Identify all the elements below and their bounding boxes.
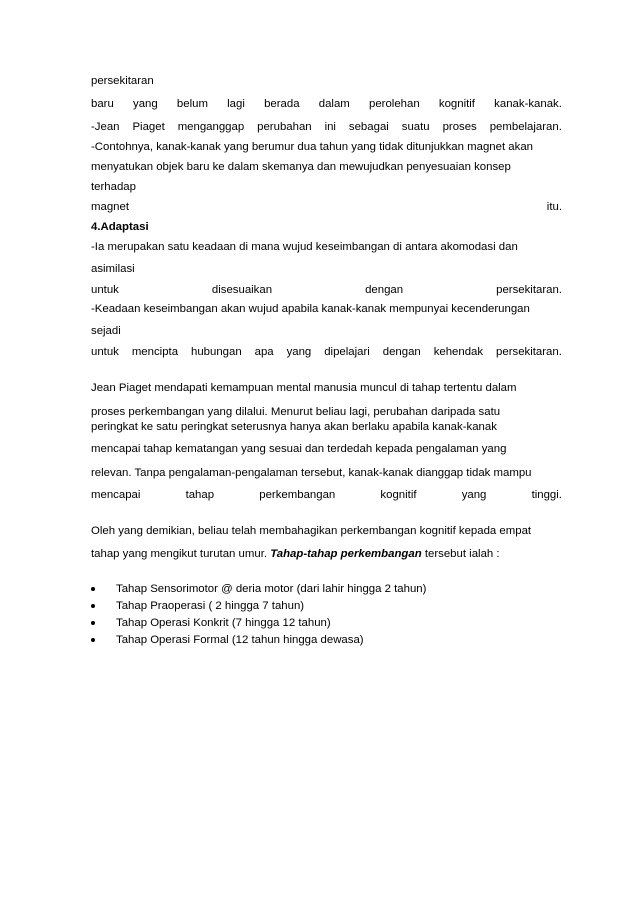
word: kognitif [438,98,475,110]
word: suatu [401,121,430,133]
text-line: -Contohnya, kanak-kanak yang berumur dua tahun yang tidak ditunjukkan magnet akan [91,141,533,153]
word: baru [91,98,114,110]
word: apa [254,346,274,358]
word: disesuaikan [211,284,273,296]
text-run: tahap yang mengikut turutan umur. [91,548,271,560]
word: sebagai [348,121,389,133]
text-line: relevan. Tanpa pengalaman-pengalaman tersebut, kanak-kanak dianggap tidak mampu [91,467,532,479]
word: untuk [91,284,119,296]
bullet-icon [91,621,95,625]
word: kognitif [380,489,417,501]
text-line: proses perkembangan yang dilalui. Menurut beliau lagi, perubahan daripada satu [91,406,501,418]
word: yang [286,346,312,358]
text-line: menyatukan objek baru ke dalam skemanya dan mewujudkan penyesuaian konsep [91,161,511,173]
word: pembelajaran. [489,121,562,133]
list-item-text: Tahap Praoperasi ( 2 hingga 7 tahun) [116,600,305,612]
list-item-text: Tahap Sensorimotor @ deria motor (dari lahir hingga 2 tahun) [116,583,427,595]
text-run: tersebut ialah : [421,548,500,560]
text-line: -Ia merupakan satu keadaan di mana wujud keseimbangan di antara akomodasi dan [91,241,518,253]
justified-line [91,120,562,134]
justified-line [91,283,562,297]
word: kanak-kanak. [494,98,562,110]
word: itu. [546,201,562,213]
text-line-with-emphasis [91,547,562,561]
stages-list [91,582,562,650]
word: yang [461,489,487,501]
list-item [91,633,562,650]
word: persekitaran. [496,284,562,296]
word: perubahan [257,121,312,133]
list-item-text: Tahap Operasi Formal (12 tahun hingga dewasa) [116,634,364,646]
word: lagi [227,98,245,110]
word: dipelajari [324,346,370,358]
word: perolehan [369,98,420,110]
text-line: mencapai tahap kematangan yang sesuai dan terdedah kepada pengalaman yang [91,443,507,455]
word: untuk [91,346,119,358]
word: mencapai [91,489,141,501]
word: persekitaran. [496,346,562,358]
text-line: sejadi [91,325,121,337]
list-item [91,599,562,616]
text-line: persekitaran [91,75,154,87]
bullet-icon [91,638,95,642]
word: yang [133,98,158,110]
word: kehendak [433,346,484,358]
word: ini [324,121,336,133]
word: tahap [185,489,215,501]
section-heading: 4.Adaptasi [91,221,149,233]
word: magnet [91,201,129,213]
justified-line [91,200,562,214]
word: dalam [318,98,350,110]
text-line: Jean Piaget mendapati kemampuan mental manusia muncul di tahap tertentu dalam [91,382,517,394]
emphasis-text: Tahap-tahap perkembangan [270,548,422,560]
word: berada [264,98,300,110]
word: menganggap [177,121,245,133]
word: perkembangan [259,489,336,501]
text-line: peringkat ke satu peringkat seterusnya hanya akan berlaku apabila kanak-kanak [91,421,497,433]
word: hubungan [190,346,242,358]
word: proses [442,121,477,133]
justified-line [91,345,562,359]
list-item [91,616,562,633]
text-line: asimilasi [91,263,135,275]
list-item-text: Tahap Operasi Konkrit (7 hingga 12 tahun) [116,617,331,629]
word: dengan [382,346,421,358]
word: Piaget [132,121,165,133]
word: dengan [365,284,404,296]
bullet-icon [91,604,95,608]
text-line: terhadap [91,181,136,193]
text-line: -Keadaan keseimbangan akan wujud apabila kanak-kanak mempunyai kecenderungan [91,303,530,315]
word: belum [176,98,208,110]
justified-line [91,488,562,502]
word: tinggi. [531,489,562,501]
list-item [91,582,562,599]
justified-line [91,97,562,111]
bullet-icon [91,587,95,591]
word: -Jean [91,121,120,133]
word: mencipta [131,346,179,358]
text-line: Oleh yang demikian, beliau telah membahagikan perkembangan kognitif kepada empat [91,525,532,537]
